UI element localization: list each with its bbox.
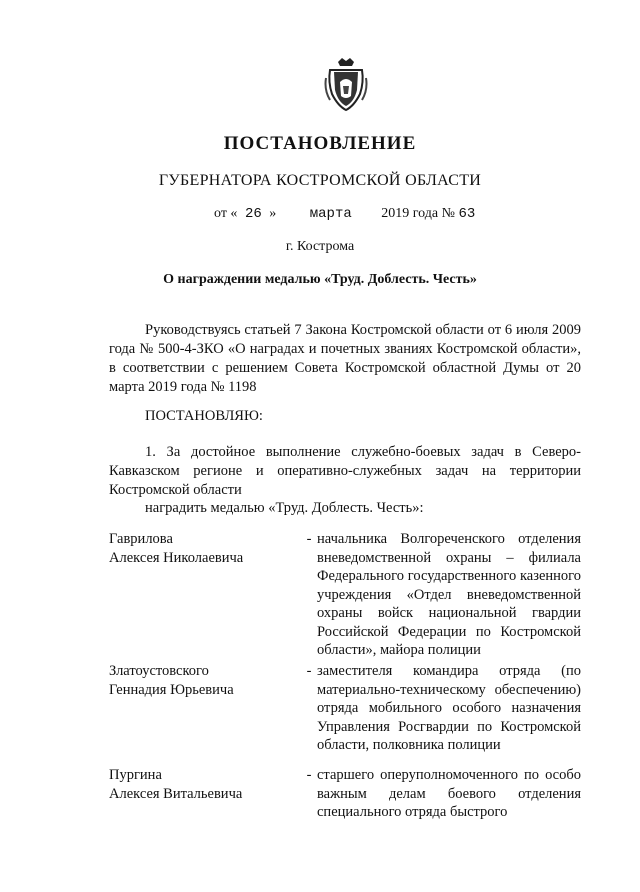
preamble-text: Руководствуясь статьей 7 Закона Костромской области от 6 июля 2009 года № 500-4-ЗКО «О наградах и почетных званиях Костромской области», в соответствии с решением Совета Костромской областной Думы от 20 марта 2019 года № 1198 [109, 322, 581, 395]
date-year: 2019 года № [381, 206, 455, 221]
date-month: марта [309, 206, 352, 222]
document-title: ПОСТАНОВЛЕНИЕ [223, 133, 417, 154]
awardee-surname: Пургина [109, 767, 162, 783]
awardee-given-names: Алексея Николаевича [109, 549, 244, 566]
awardee-name [109, 766, 299, 803]
decree-word: ПОСТАНОВЛЯЮ: [145, 408, 263, 424]
award-line: наградить медалью «Труд. Доблесть. Честь»: [145, 500, 424, 516]
point-one-paragraph [109, 443, 581, 500]
document-subtitle: ГУБЕРНАТОРА КОСТРОМСКОЙ ОБЛАСТИ [158, 172, 482, 189]
date-day: 26 [244, 206, 262, 222]
awardee-dash: - [306, 767, 312, 783]
date-prefix: от « [214, 206, 238, 221]
date-line [214, 206, 475, 222]
awardee-position: заместителя командира отряда (по материально-техническому обеспечению) отряда мобильного особого назначения Управления Росгвардии по Костромской области, полковника полиции [317, 663, 581, 753]
point-one-text: 1. За достойное выполнение служебно-боевых задач в Северо-Кавказском регионе и оперативно-служебных задач на территории Костромской области [109, 444, 581, 498]
awardee-position: начальника Волгореченского отделения вневедомственной охраны – филиала Федерального государственного казенного учреждения «Отдел вневедомственной охраны войск национальной гвардии Российской Федерации по Костромской области», майора полиции [317, 531, 581, 658]
document-heading: О награждении медалью «Труд. Доблесть. Честь» [163, 272, 477, 287]
awardee-name [109, 530, 299, 567]
date-number: 63 [458, 206, 476, 222]
awardee-surname: Златоустовского [109, 663, 209, 679]
awardee-surname: Гаврилова [109, 531, 173, 547]
preamble-paragraph [109, 321, 581, 397]
city-line: г. Кострома [285, 239, 355, 254]
awardee-dash: - [306, 663, 312, 679]
coat-of-arms-icon [324, 56, 368, 114]
awardee-dash: - [306, 531, 312, 547]
awardee-position: старшего оперуполномоченного по особо важным делам боевого отделения специального отряда быстрого [317, 767, 581, 820]
date-mid: » [269, 206, 277, 221]
awardee-given-names: Геннадия Юрьевича [109, 681, 234, 698]
awardee-name [109, 662, 299, 699]
awardee-given-names: Алексея Витальевича [109, 785, 243, 802]
